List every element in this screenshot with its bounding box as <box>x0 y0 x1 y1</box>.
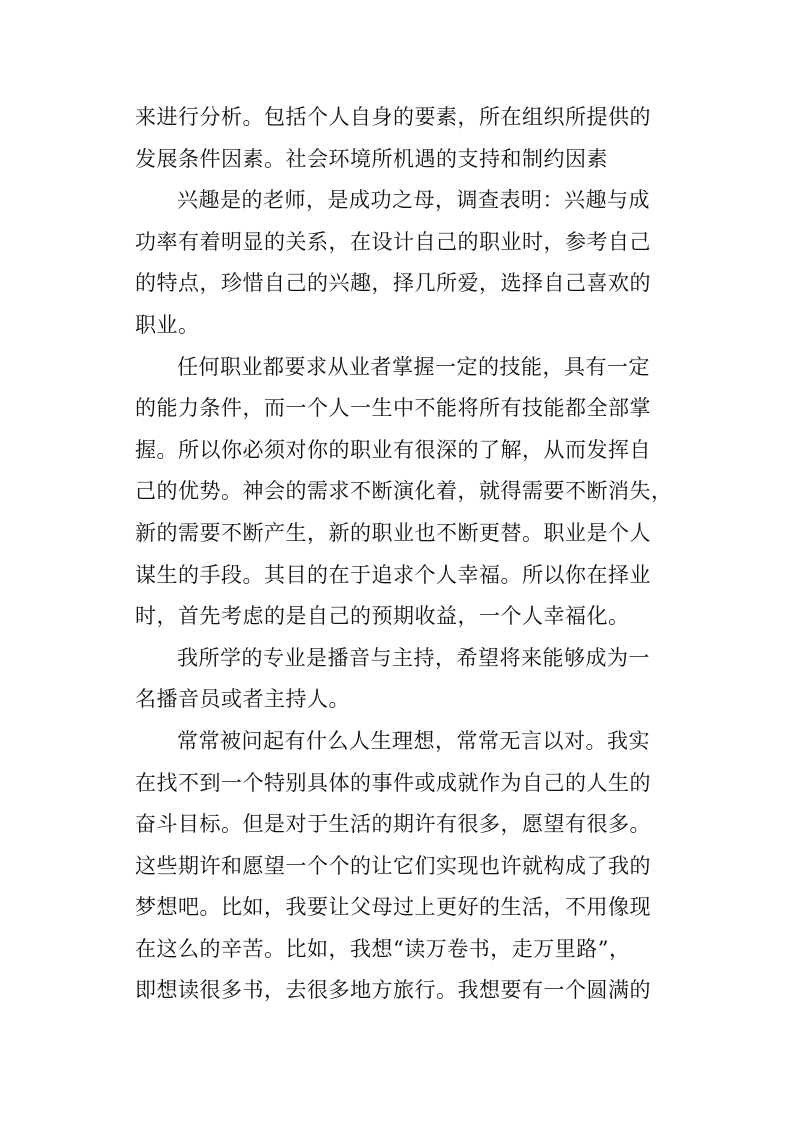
paragraph-first-line: 任何职业都要求从业者掌握一定的技能，具有一定 <box>177 354 650 379</box>
text-line: 这些期许和愿望一个个的让它们实现也许就构成了我的 <box>135 853 651 878</box>
text-line: 谋生的手段。其目的在于追求个人幸福。所以你在择业 <box>135 562 651 587</box>
text-line: 来进行分析。包括个人自身的要素，所在组织所提供的 <box>135 105 651 129</box>
text-line: 在这么的辛苦。比如，我想“读万卷书，走万里路”， <box>135 936 631 961</box>
text-line: 即想读很多书，去很多地方旅行。我想要有一个圆满的 <box>135 978 651 1003</box>
text-line: 名播音员或者主持人。 <box>135 687 350 712</box>
paragraph-first-line: 常常被问起有什么人生理想，常常无言以对。我实 <box>177 728 650 753</box>
text-line: 职业。 <box>135 312 200 337</box>
text-line: 梦想吧。比如，我要让父母过上更好的生活，不用像现 <box>135 895 651 920</box>
text-line: 时，首先考虑的是自己的预期收益，一个人幸福化。 <box>135 604 630 629</box>
text-line: 在找不到一个特别具体的事件或成就作为自己的人生的 <box>135 770 651 795</box>
text-line: 功率有着明显的关系，在设计自己的职业时，参考自己 <box>135 229 651 254</box>
text-line: 发展条件因素。社会环境所机遇的支持和制约因素 <box>135 146 608 171</box>
paragraph-first-line: 我所学的专业是播音与主持，希望将来能够成为一 <box>177 645 650 670</box>
text-line: 己的优势。神会的需求不断演化着，就得需要不断消失， <box>135 479 673 504</box>
text-line: 握。所以你必须对你的职业有很深的了解，从而发挥自 <box>135 437 651 462</box>
text-line: 的能力条件，而一个人一生中不能将所有技能都全部掌 <box>135 396 651 421</box>
document-body <box>135 97 675 1012</box>
text-line: 的特点，珍惜自己的兴趣，择几所爱，选择自己喜欢的 <box>135 271 651 296</box>
text-line: 奋斗目标。但是对于生活的期许有很多，愿望有很多。 <box>135 812 651 837</box>
paragraph-first-line: 兴趣是的老师，是成功之母，调查表明：兴趣与成 <box>177 188 650 213</box>
text-line: 新的需要不断产生，新的职业也不断更替。职业是个人 <box>135 520 651 545</box>
